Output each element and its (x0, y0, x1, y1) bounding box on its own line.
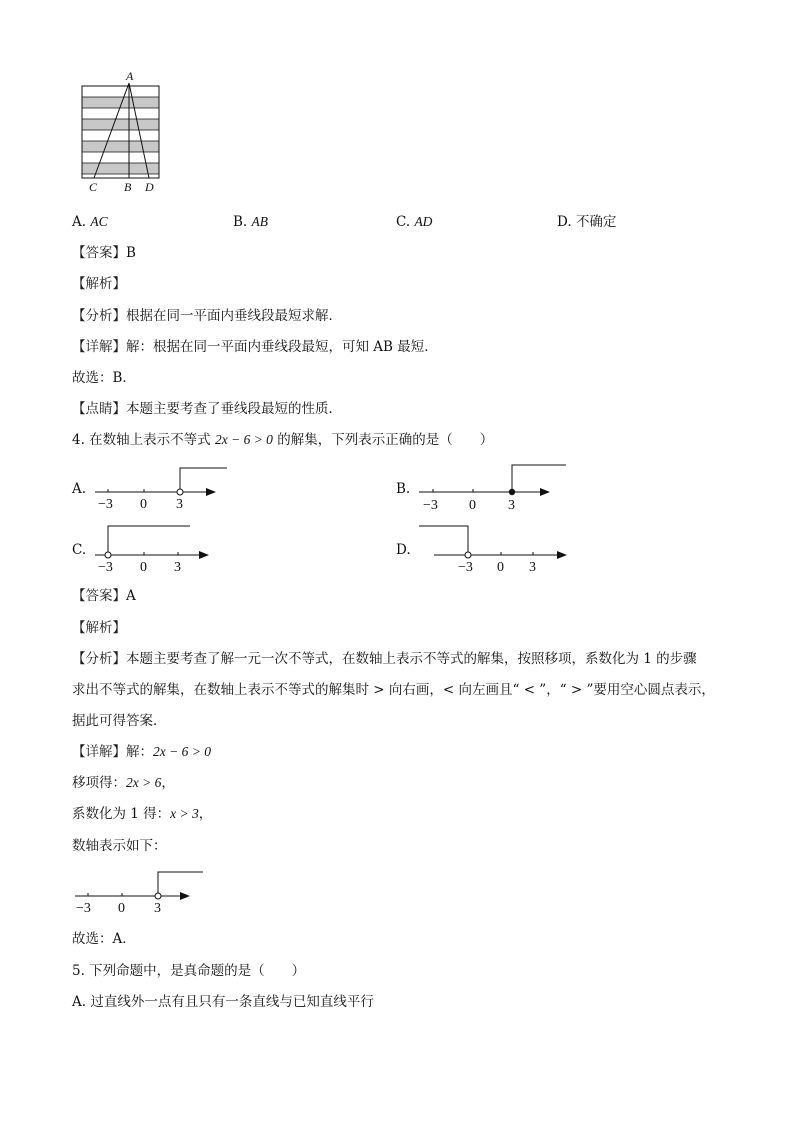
tick-label: 3 (154, 901, 161, 916)
q3-dianjing: 【点睛】本题主要考查了垂线段最短的性质． (72, 401, 342, 417)
tick-label: 0 (140, 560, 147, 575)
open-point-icon (105, 552, 111, 558)
q4-option-c-letter: C. (72, 542, 87, 558)
q4-step-2: 系数化为 1 得：x > 3， (72, 806, 213, 822)
axis-arrow-icon (557, 551, 567, 559)
q4-option-d-numberline (416, 522, 571, 577)
q4-step-3: 数轴表示如下： (72, 838, 167, 854)
tick-label: 3 (508, 498, 515, 513)
q5-stem: 5. 下列命题中，是真命题的是（ ） (72, 963, 306, 979)
q4-analysis-title: 【解析】 (72, 620, 126, 636)
q4-fenxi-line3: 据此可得答案． (72, 713, 167, 729)
q4-option-b-letter: B. (396, 481, 411, 497)
tick-label: 3 (529, 560, 536, 575)
tick-label: 3 (176, 497, 183, 512)
axis-arrow-icon (199, 551, 209, 559)
point-label-c: C (89, 180, 98, 194)
q4-fenxi-line2: 求出不等式的解集，在数轴上表示不等式的解集时 > 向右画，< 向左画且“ < ”，“ > ”要用空心圆点表示， (72, 682, 715, 698)
grid-lines (82, 97, 159, 174)
grid-bands (82, 97, 159, 174)
q4-xiangjie: 【详解】解：2x − 6 > 0 (72, 744, 211, 760)
solid-point-icon (509, 489, 515, 495)
point-label-d: D (145, 180, 154, 194)
open-point-icon (177, 489, 183, 495)
tick-label: −3 (458, 560, 473, 575)
tick-label: −3 (423, 498, 438, 513)
q4-stem: 4. 在数轴上表示不等式 2x − 6 > 0 的解集，下列表示正确的是（ ） (72, 432, 494, 448)
tick-label: 3 (174, 560, 181, 575)
q3-option-c: C. AD (396, 214, 433, 230)
open-point-icon (465, 552, 471, 558)
tick-label: 0 (497, 560, 504, 575)
solution-ray (512, 465, 566, 492)
q4-answer: 【答案】A (72, 588, 136, 604)
open-point-icon (155, 893, 161, 899)
axis-arrow-icon (206, 488, 216, 496)
q3-xiangjie: 【详解】解：根据在同一平面内垂线段最短，可知 AB 最短． (72, 339, 438, 355)
axis-arrow-icon (540, 488, 550, 496)
tick-label: −3 (76, 901, 91, 916)
q5-option-a: A. 过直线外一点有且只有一条直线与已知直线平行 (72, 994, 374, 1010)
tick-label: 0 (469, 498, 476, 513)
q4-step-1: 移项得：2x > 6， (72, 775, 175, 791)
tick-label: −3 (98, 497, 113, 512)
q3-fenxi: 【分析】根据在同一平面内垂线段最短求解． (72, 308, 342, 324)
q3-answer: 【答案】B (72, 245, 136, 261)
q3-option-d: D. 不确定 (557, 214, 617, 230)
q4-fenxi-line1: 【分析】本题主要考查了解一元一次不等式，在数轴上表示不等式的解集，按照移项，系数化为 1 的步骤 (72, 651, 697, 667)
q4-option-d-letter: D. (396, 542, 411, 558)
q4-option-c-numberline (92, 522, 217, 577)
q3-option-a: A. AC (72, 214, 108, 230)
solution-ray (180, 468, 227, 492)
solution-ray (108, 526, 190, 555)
q3-guxuan: 故选：B． (72, 370, 136, 386)
q4-option-a-letter: A. (72, 481, 87, 497)
axis-arrow-icon (180, 892, 190, 900)
tick-label: 0 (140, 497, 147, 512)
tick-label: 0 (118, 901, 125, 916)
triangle-grid-figure (72, 68, 172, 196)
q4-option-a-numberline (92, 462, 232, 514)
point-label-a: A (126, 69, 134, 83)
q4-guxuan: 故选：A． (72, 931, 136, 947)
q4-option-b-numberline (416, 462, 571, 514)
solution-ray (419, 526, 468, 555)
point-label-b: B (124, 180, 132, 194)
q3-option-b: B. AB (233, 214, 269, 230)
q4-solution-numberline (72, 866, 212, 918)
q3-analysis-title: 【解析】 (72, 276, 126, 292)
tick-label: −3 (98, 560, 113, 575)
